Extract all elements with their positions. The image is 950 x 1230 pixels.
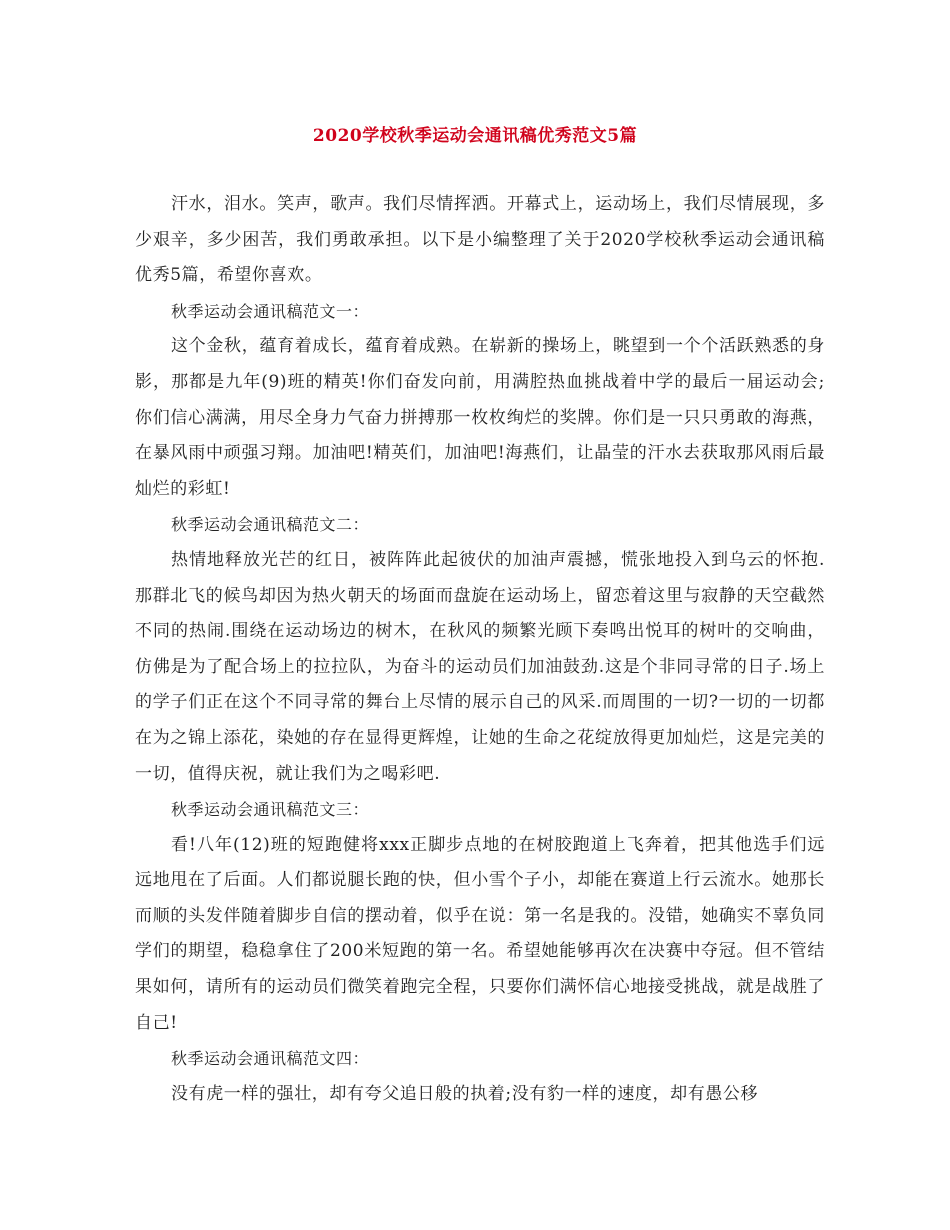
section-heading-3: 秋季运动会通讯稿范文三： xyxy=(171,800,370,820)
section-text-1: 这个金秋，蕴育着成长，蕴育着成熟。在崭新的操场上，眺望到一个个活跃熟悉的身影，那都是九年(9)班的精英!你们奋发向前，用满腔热血挑战着中学的最后一届运动会;你们信心满满，用尽全身力气奋力拼搏那一枚枚绚烂的奖牌。你们是一只只勇敢的海燕，在暴风雨中顽强习翔。加油吧!精英们，加油吧!海燕们，让晶莹的汗水去获取那风雨后最灿烂的彩虹! xyxy=(135,336,825,499)
section-heading-1: 秋季运动会通讯稿范文一： xyxy=(171,301,370,321)
section-text-3: 看!八年(12)班的短跑健将xxx正脚步点地的在树胶跑道上飞奔着，把其他选手们远远地甩在了后面。人们都说腿长跑的快，但小雪个子小，却能在赛道上行云流水。她那长而顺的头发伴随着脚步自信的摆动着，似乎在说：第一名是我的。没错，她确实不辜负同学们的期望，稳稳拿住了200米短跑的第一名。希望她能够再次在决赛中夺冠。但不管结果如何，请所有的运动员们微笑着跑完全程，只要你们满怀信心地接受挑战，就是战胜了自己! xyxy=(135,834,825,1033)
section-text-2: 热情地释放光芒的红日，被阵阵此起彼伏的加油声震撼，慌张地投入到乌云的怀抱.那群北飞的候鸟却因为热火朝天的场面而盘旋在运动场上，留恋着这里与寂静的天空截然不同的热闹.围绕在运动场边的树木，在秋风的频繁光顾下奏鸣出悦耳的树叶的交响曲，仿佛是为了配合场上的拉拉队，为奋斗的运动员们加油鼓劲.这是个非同寻常的日子.场上的学子们正在这个不同寻常的舞台上尽情的展示自己的风采.而周围的一切?一切的一切都在为之锦上添花，染她的存在显得更辉煌，让她的生命之花绽放得更加灿烂，这是完美的一切，值得庆祝，就让我们为之喝彩吧. xyxy=(135,549,825,784)
section-heading-2: 秋季运动会通讯稿范文二： xyxy=(171,515,370,535)
section-heading-4: 秋季运动会通讯稿范文四： xyxy=(171,1049,370,1069)
section-text-4: 没有虎一样的强壮，却有夸父追日般的执着;没有豹一样的速度，却有愚公移 xyxy=(171,1083,759,1104)
intro-paragraph: 汗水，泪水。笑声，歌声。我们尽情挥洒。开幕式上，运动场上，我们尽情展现，多少艰辛，多少困苦，我们勇敢承担。以下是小编整理了关于2020学校秋季运动会通讯稿优秀5篇，希望你喜欢。 xyxy=(135,194,825,286)
document-title: 2020学校秋季运动会通讯稿优秀范文5篇 xyxy=(312,126,638,146)
document-body xyxy=(135,187,825,1112)
